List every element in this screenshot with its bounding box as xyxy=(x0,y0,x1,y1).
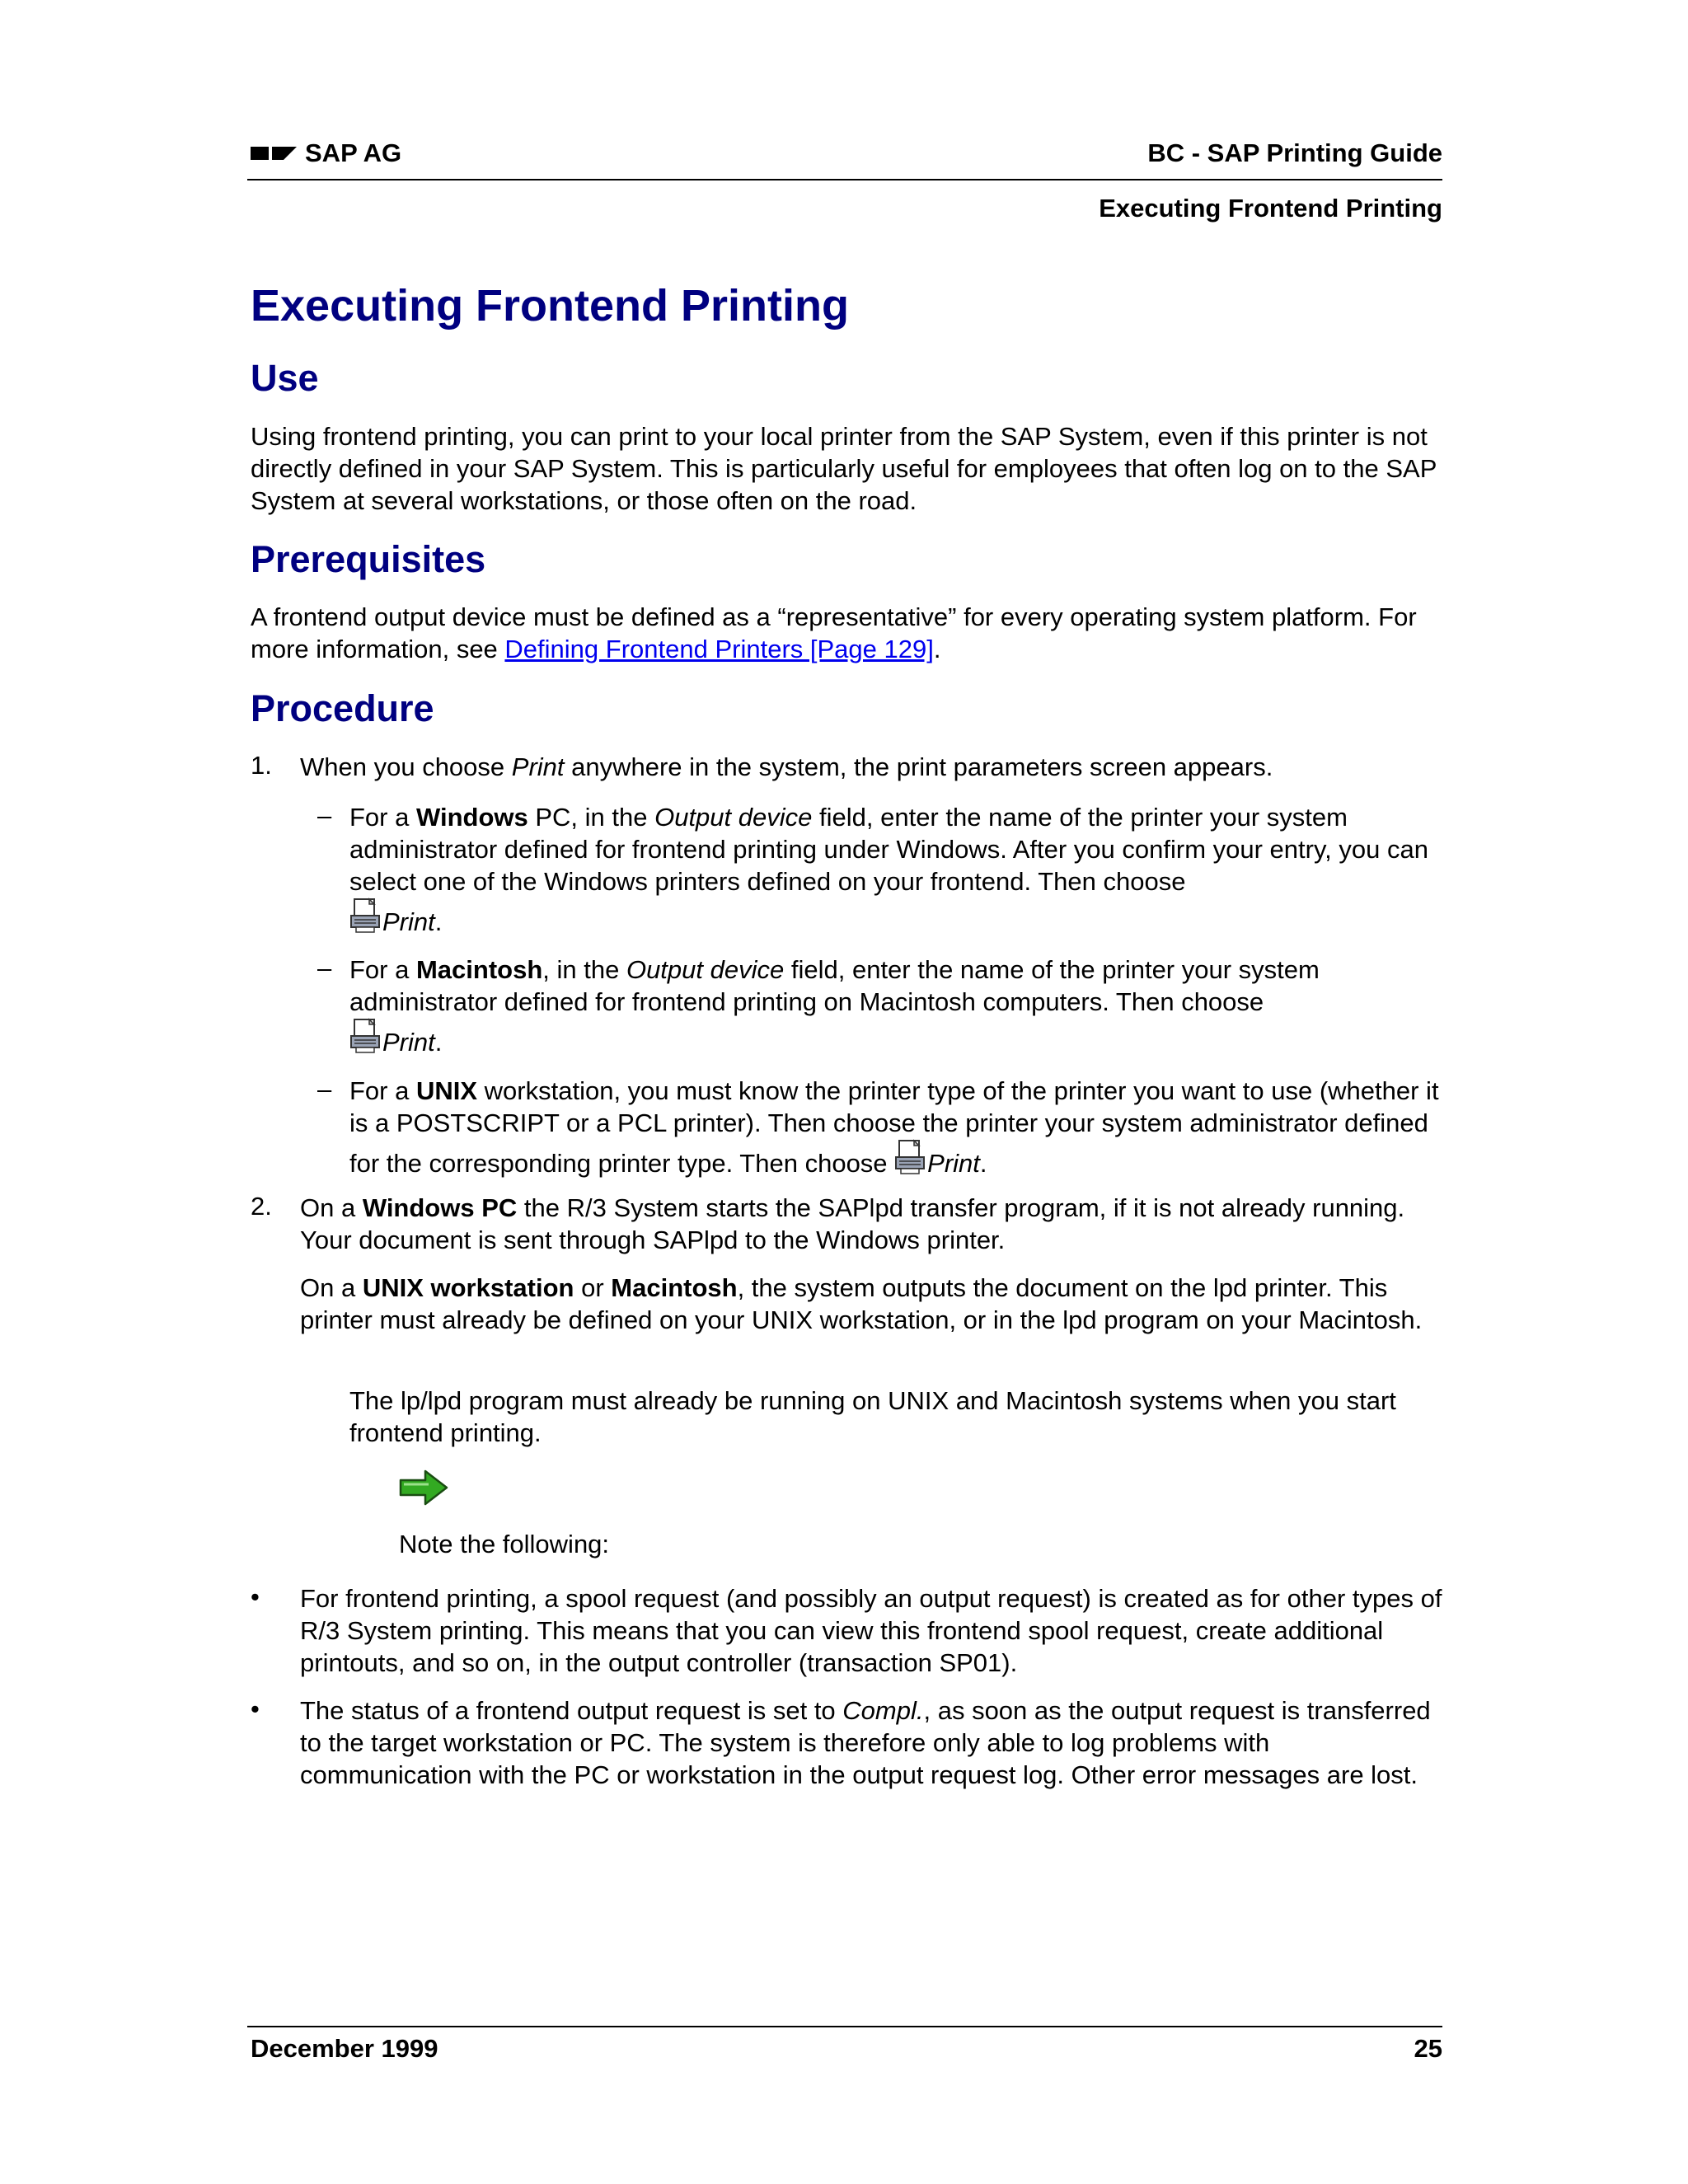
bullet-symbol: • xyxy=(251,1694,260,1723)
bullet-output-status: The status of a frontend output request is set to Compl., as soon as the output request is transferred to the target workstation or PC. The system is therefore only able to log problems with communication with the PC or workstation in the output request log. Other error messages are lost. xyxy=(300,1696,1431,1789)
prerequisites-text: A frontend output device must be defined as a “representative” for every operating system platform. For more information, see xyxy=(251,602,1417,663)
unix-instruction: For a UNIX workstation, you must know the printer type of the printer you want to use (whether it is a POSTSCRIPT or a PCL printer). Then choose the printer your system administrator defined for the corresponding printer type. Then choose Print. xyxy=(349,1076,1439,1178)
dash-bullet: – xyxy=(317,801,332,830)
note-arrow-icon xyxy=(399,1469,448,1507)
macintosh-instruction: For a Macintosh, in the Output device field, enter the name of the printer your system administrator defined for frontend printing on Macintosh computers. Then choose Print. xyxy=(349,955,1320,1057)
step-2-unix-mac-text: On a UNIX workstation or Macintosh, the system outputs the document on the lpd printer. This printer must already be defined on your UNIX workstation, or in the lpd program on your Macintosh. xyxy=(300,1273,1423,1334)
print-icon xyxy=(349,898,382,934)
use-paragraph: Using frontend printing, you can print to your local printer from the SAP System, even if this printer is not directly defined in your SAP System. This is particularly useful for employees that often log on to the SAP System at several workstations, or those often on the road. xyxy=(251,422,1437,515)
footer-date: December 1999 xyxy=(251,2034,438,2063)
step-number: 1. xyxy=(251,751,272,780)
guide-title: BC - SAP Printing Guide xyxy=(1147,138,1442,167)
bullet-symbol: • xyxy=(251,1582,260,1611)
step-number: 2. xyxy=(251,1192,272,1221)
dash-bullet: – xyxy=(317,954,332,982)
header-company xyxy=(251,138,401,168)
windows-instruction: For a Windows PC, in the Output device field, enter the name of the printer your system administrator defined for frontend printing under Windows. After you confirm your entry, you can select one of the Windows printers defined on your frontend. Then choose Print. xyxy=(349,803,1428,936)
header-divider xyxy=(247,179,1442,180)
footer-divider xyxy=(247,2026,1442,2027)
section-title: Executing Frontend Printing xyxy=(1099,194,1442,223)
procedure-heading: Procedure xyxy=(251,687,434,729)
note-label: Note the following: xyxy=(399,1530,610,1558)
use-heading: Use xyxy=(251,357,319,399)
print-icon xyxy=(894,1139,927,1175)
defining-frontend-printers-link[interactable]: Defining Frontend Printers [Page 129] xyxy=(504,635,934,663)
sap-logo-icon xyxy=(251,144,297,162)
step-2-text: On a Windows PC the R/3 System starts the SAPlpd transfer program, if it is not already running. Your document is sent through SAPlpd to the Windows printer. xyxy=(300,1193,1405,1254)
prerequisites-text-end: . xyxy=(933,635,941,663)
prerequisites-heading: Prerequisites xyxy=(251,538,486,580)
print-icon xyxy=(349,1018,382,1054)
page-title: Executing Frontend Printing xyxy=(251,281,849,330)
print-action-label: Print xyxy=(927,1149,980,1178)
print-action-label: Print xyxy=(382,907,435,936)
bullet-spool-request: For frontend printing, a spool request (and possibly an output request) is created as for other types of R/3 System printing. This means that you can view this frontend spool request, create additional printouts, and so on, in the output controller (transaction SP01). xyxy=(300,1584,1442,1677)
page-number: 25 xyxy=(1414,2034,1442,2063)
prerequisites-paragraph xyxy=(251,601,1446,665)
lpd-note: The lp/lpd program must already be running on UNIX and Macintosh systems when you start frontend printing. xyxy=(349,1386,1396,1447)
step-1-text: When you choose Print anywhere in the system, the print parameters screen appears. xyxy=(300,752,1273,781)
dash-bullet: – xyxy=(317,1075,332,1104)
print-action-label: Print xyxy=(382,1028,435,1057)
company-name: SAP AG xyxy=(305,138,402,167)
